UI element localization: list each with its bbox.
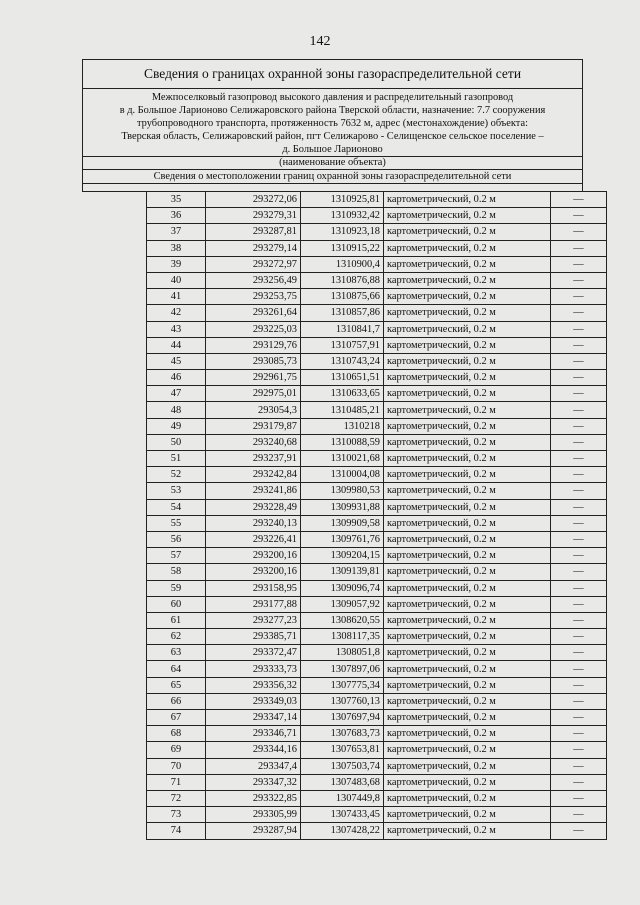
method-cell: картометрический, 0.2 м (384, 386, 551, 402)
table-row (147, 677, 607, 693)
y-coordinate-cell: 1307760,13 (301, 693, 384, 709)
description-cell: — (551, 321, 607, 337)
y-coordinate-cell: 1310932,42 (301, 208, 384, 224)
x-coordinate-cell: 292961,75 (206, 370, 301, 386)
table-row (147, 305, 607, 321)
method-cell: картометрический, 0.2 м (384, 402, 551, 418)
point-number-cell: 56 (147, 531, 206, 547)
table-row (147, 321, 607, 337)
y-coordinate-cell: 1310757,91 (301, 337, 384, 353)
method-cell: картометрический, 0.2 м (384, 823, 551, 839)
description-cell: — (551, 580, 607, 596)
table-row (147, 515, 607, 531)
y-coordinate-cell: 1309204,15 (301, 548, 384, 564)
y-coordinate-cell: 1310876,88 (301, 272, 384, 288)
method-cell: картометрический, 0.2 м (384, 434, 551, 450)
y-coordinate-cell: 1310915,22 (301, 240, 384, 256)
point-number-cell: 66 (147, 693, 206, 709)
y-coordinate-cell: 1308117,35 (301, 629, 384, 645)
method-cell: картометрический, 0.2 м (384, 531, 551, 547)
x-coordinate-cell: 293347,14 (206, 710, 301, 726)
method-cell: картометрический, 0.2 м (384, 790, 551, 806)
table-row (147, 580, 607, 596)
description-cell: — (551, 661, 607, 677)
x-coordinate-cell: 293179,87 (206, 418, 301, 434)
document-title: Сведения о границах охранной зоны газораспределительной сети (83, 60, 582, 89)
point-number-cell: 59 (147, 580, 206, 596)
table-row (147, 499, 607, 515)
x-coordinate-cell: 293200,16 (206, 548, 301, 564)
y-coordinate-cell: 1307897,06 (301, 661, 384, 677)
x-coordinate-cell: 293237,91 (206, 451, 301, 467)
point-number-cell: 63 (147, 645, 206, 661)
description-cell: — (551, 677, 607, 693)
x-coordinate-cell: 293356,32 (206, 677, 301, 693)
description-cell: — (551, 467, 607, 483)
table-row (147, 451, 607, 467)
x-coordinate-cell: 293344,16 (206, 742, 301, 758)
method-cell: картометрический, 0.2 м (384, 192, 551, 208)
point-number-cell: 36 (147, 208, 206, 224)
description-line: Межпоселковый газопровод высокого давления и распределительный газопровод (151, 92, 514, 103)
point-number-cell: 69 (147, 742, 206, 758)
y-coordinate-cell: 1310088,59 (301, 434, 384, 450)
y-coordinate-cell: 1310218 (301, 418, 384, 434)
point-number-cell: 38 (147, 240, 206, 256)
method-cell: картометрический, 0.2 м (384, 661, 551, 677)
description-line: трубопроводного транспорта, протяженность 7632 м, адрес (местонахождение) объекта: (137, 118, 528, 129)
zone-header-block (82, 59, 583, 184)
table-row (147, 742, 607, 758)
table-row (147, 774, 607, 790)
y-coordinate-cell: 1307697,94 (301, 710, 384, 726)
y-coordinate-cell: 1309057,92 (301, 596, 384, 612)
point-number-cell: 62 (147, 629, 206, 645)
y-coordinate-cell: 1310923,18 (301, 224, 384, 240)
method-cell: картометрический, 0.2 м (384, 483, 551, 499)
method-cell: картометрический, 0.2 м (384, 240, 551, 256)
point-number-cell: 57 (147, 548, 206, 564)
method-cell: картометрический, 0.2 м (384, 580, 551, 596)
point-number-cell: 74 (147, 823, 206, 839)
point-number-cell: 65 (147, 677, 206, 693)
table-row (147, 790, 607, 806)
description-cell: — (551, 192, 607, 208)
point-number-cell: 43 (147, 321, 206, 337)
description-cell: — (551, 758, 607, 774)
method-cell: картометрический, 0.2 м (384, 499, 551, 515)
y-coordinate-cell: 1309139,81 (301, 564, 384, 580)
method-cell: картометрический, 0.2 м (384, 645, 551, 661)
y-coordinate-cell: 1309096,74 (301, 580, 384, 596)
method-cell: картометрический, 0.2 м (384, 726, 551, 742)
y-coordinate-cell: 1307483,68 (301, 774, 384, 790)
method-cell: картометрический, 0.2 м (384, 370, 551, 386)
table-row (147, 386, 607, 402)
point-number-cell: 35 (147, 192, 206, 208)
method-cell: картометрический, 0.2 м (384, 596, 551, 612)
point-number-cell: 42 (147, 305, 206, 321)
page-number: 142 (309, 34, 331, 49)
point-number-cell: 52 (147, 467, 206, 483)
method-cell: картометрический, 0.2 м (384, 807, 551, 823)
x-coordinate-cell: 293385,71 (206, 629, 301, 645)
point-number-cell: 67 (147, 710, 206, 726)
point-number-cell: 51 (147, 451, 206, 467)
method-cell: картометрический, 0.2 м (384, 289, 551, 305)
method-cell: картометрический, 0.2 м (384, 305, 551, 321)
table-row (147, 289, 607, 305)
x-coordinate-cell: 293347,4 (206, 758, 301, 774)
y-coordinate-cell: 1307683,73 (301, 726, 384, 742)
y-coordinate-cell: 1310841,7 (301, 321, 384, 337)
point-number-cell: 39 (147, 256, 206, 272)
x-coordinate-cell: 293177,88 (206, 596, 301, 612)
x-coordinate-cell: 293242,84 (206, 467, 301, 483)
coordinates-table (146, 191, 607, 840)
table-row (147, 467, 607, 483)
x-coordinate-cell: 293277,23 (206, 612, 301, 628)
table-row (147, 710, 607, 726)
y-coordinate-cell: 1310633,65 (301, 386, 384, 402)
description-cell: — (551, 629, 607, 645)
y-coordinate-cell: 1310925,81 (301, 192, 384, 208)
point-number-cell: 54 (147, 499, 206, 515)
point-number-cell: 47 (147, 386, 206, 402)
x-coordinate-cell: 293253,75 (206, 289, 301, 305)
description-line: в д. Большое Ларионово Селижаровского района Тверской области, назначение: 7.7 сооружения (119, 105, 546, 116)
description-cell: — (551, 807, 607, 823)
x-coordinate-cell: 293272,97 (206, 256, 301, 272)
point-number-cell: 71 (147, 774, 206, 790)
point-number-cell: 61 (147, 612, 206, 628)
description-cell: — (551, 548, 607, 564)
y-coordinate-cell: 1310743,24 (301, 353, 384, 369)
table-row (147, 240, 607, 256)
x-coordinate-cell: 293333,73 (206, 661, 301, 677)
method-cell: картометрический, 0.2 м (384, 337, 551, 353)
description-cell: — (551, 256, 607, 272)
method-cell: картометрический, 0.2 м (384, 677, 551, 693)
method-cell: картометрический, 0.2 м (384, 272, 551, 288)
table-row (147, 434, 607, 450)
x-coordinate-cell: 293225,03 (206, 321, 301, 337)
x-coordinate-cell: 293085,73 (206, 353, 301, 369)
description-cell: — (551, 418, 607, 434)
method-cell: картометрический, 0.2 м (384, 321, 551, 337)
y-coordinate-cell: 1307775,34 (301, 677, 384, 693)
description-cell: — (551, 305, 607, 321)
y-coordinate-cell: 1308620,55 (301, 612, 384, 628)
x-coordinate-cell: 293256,49 (206, 272, 301, 288)
description-cell: — (551, 208, 607, 224)
point-number-cell: 64 (147, 661, 206, 677)
header-spacer (82, 173, 583, 192)
description-cell: — (551, 499, 607, 515)
description-cell: — (551, 353, 607, 369)
table-row (147, 353, 607, 369)
x-coordinate-cell: 293279,14 (206, 240, 301, 256)
table-row (147, 402, 607, 418)
y-coordinate-cell: 1307653,81 (301, 742, 384, 758)
x-coordinate-cell: 293347,32 (206, 774, 301, 790)
x-coordinate-cell: 293346,71 (206, 726, 301, 742)
x-coordinate-cell: 293054,3 (206, 402, 301, 418)
y-coordinate-cell: 1307503,74 (301, 758, 384, 774)
table-row (147, 823, 607, 839)
object-description (83, 89, 582, 157)
method-cell: картометрический, 0.2 м (384, 742, 551, 758)
description-cell: — (551, 337, 607, 353)
description-cell: — (551, 434, 607, 450)
point-number-cell: 40 (147, 272, 206, 288)
x-coordinate-cell: 293241,86 (206, 483, 301, 499)
point-number-cell: 48 (147, 402, 206, 418)
description-cell: — (551, 402, 607, 418)
point-number-cell: 70 (147, 758, 206, 774)
table-row (147, 645, 607, 661)
method-cell: картометрический, 0.2 м (384, 224, 551, 240)
description-cell: — (551, 726, 607, 742)
table-row (147, 531, 607, 547)
x-coordinate-cell: 293279,31 (206, 208, 301, 224)
table-row (147, 370, 607, 386)
point-number-cell: 60 (147, 596, 206, 612)
point-number-cell: 41 (147, 289, 206, 305)
y-coordinate-cell: 1310651,51 (301, 370, 384, 386)
table-row (147, 661, 607, 677)
point-number-cell: 58 (147, 564, 206, 580)
table-row (147, 224, 607, 240)
description-cell: — (551, 823, 607, 839)
table-row (147, 548, 607, 564)
description-cell: — (551, 790, 607, 806)
description-cell: — (551, 515, 607, 531)
point-number-cell: 68 (147, 726, 206, 742)
table-row (147, 418, 607, 434)
method-cell: картометрический, 0.2 м (384, 758, 551, 774)
y-coordinate-cell: 1309761,76 (301, 531, 384, 547)
description-cell: — (551, 596, 607, 612)
description-cell: — (551, 272, 607, 288)
description-cell: — (551, 483, 607, 499)
table-row (147, 726, 607, 742)
y-coordinate-cell: 1310485,21 (301, 402, 384, 418)
y-coordinate-cell: 1307449,8 (301, 790, 384, 806)
x-coordinate-cell: 293226,41 (206, 531, 301, 547)
table-row (147, 337, 607, 353)
table-row (147, 192, 607, 208)
y-coordinate-cell: 1307428,22 (301, 823, 384, 839)
point-number-cell: 49 (147, 418, 206, 434)
x-coordinate-cell: 292975,01 (206, 386, 301, 402)
x-coordinate-cell: 293305,99 (206, 807, 301, 823)
x-coordinate-cell: 293240,13 (206, 515, 301, 531)
method-cell: картометрический, 0.2 м (384, 548, 551, 564)
method-cell: картометрический, 0.2 м (384, 353, 551, 369)
y-coordinate-cell: 1310021,68 (301, 451, 384, 467)
x-coordinate-cell: 293240,68 (206, 434, 301, 450)
method-cell: картометрический, 0.2 м (384, 564, 551, 580)
point-number-cell: 44 (147, 337, 206, 353)
y-coordinate-cell: 1310875,66 (301, 289, 384, 305)
description-line: Тверская область, Селижаровский район, пгт Селижарово - Селищенское сельское поселение – (121, 131, 544, 142)
x-coordinate-cell: 293287,94 (206, 823, 301, 839)
y-coordinate-cell: 1307433,45 (301, 807, 384, 823)
y-coordinate-cell: 1309909,58 (301, 515, 384, 531)
method-cell: картометрический, 0.2 м (384, 515, 551, 531)
y-coordinate-cell: 1308051,8 (301, 645, 384, 661)
description-cell: — (551, 645, 607, 661)
table-row (147, 629, 607, 645)
method-cell: картометрический, 0.2 м (384, 710, 551, 726)
table-row (147, 758, 607, 774)
x-coordinate-cell: 293272,06 (206, 192, 301, 208)
table-row (147, 612, 607, 628)
method-cell: картометрический, 0.2 м (384, 612, 551, 628)
description-cell: — (551, 240, 607, 256)
x-coordinate-cell: 293261,64 (206, 305, 301, 321)
table-row (147, 693, 607, 709)
table-row (147, 208, 607, 224)
method-cell: картометрический, 0.2 м (384, 629, 551, 645)
point-number-cell: 45 (147, 353, 206, 369)
table-row (147, 483, 607, 499)
y-coordinate-cell: 1310900,4 (301, 256, 384, 272)
description-cell: — (551, 742, 607, 758)
description-cell: — (551, 531, 607, 547)
table-row (147, 256, 607, 272)
y-coordinate-cell: 1309931,88 (301, 499, 384, 515)
point-number-cell: 46 (147, 370, 206, 386)
description-cell: — (551, 289, 607, 305)
method-cell: картометрический, 0.2 м (384, 256, 551, 272)
description-cell: — (551, 370, 607, 386)
y-coordinate-cell: 1310857,86 (301, 305, 384, 321)
x-coordinate-cell: 293322,85 (206, 790, 301, 806)
y-coordinate-cell: 1309980,53 (301, 483, 384, 499)
method-cell: картометрический, 0.2 м (384, 208, 551, 224)
method-cell: картометрический, 0.2 м (384, 774, 551, 790)
location-caption: Сведения о местоположении границ охранной зоны газораспределительной сети (83, 170, 582, 184)
description-line: д. Большое Ларионово (282, 144, 383, 155)
method-cell: картометрический, 0.2 м (384, 467, 551, 483)
table-row (147, 272, 607, 288)
x-coordinate-cell: 293129,76 (206, 337, 301, 353)
table-row (147, 807, 607, 823)
table-row (147, 596, 607, 612)
description-cell: — (551, 451, 607, 467)
point-number-cell: 50 (147, 434, 206, 450)
object-name-caption: (наименование объекта) (83, 157, 582, 170)
x-coordinate-cell: 293228,49 (206, 499, 301, 515)
method-cell: картометрический, 0.2 м (384, 693, 551, 709)
point-number-cell: 73 (147, 807, 206, 823)
x-coordinate-cell: 293287,81 (206, 224, 301, 240)
description-cell: — (551, 693, 607, 709)
description-cell: — (551, 710, 607, 726)
point-number-cell: 72 (147, 790, 206, 806)
table-row (147, 564, 607, 580)
x-coordinate-cell: 293200,16 (206, 564, 301, 580)
x-coordinate-cell: 293349,03 (206, 693, 301, 709)
method-cell: картометрический, 0.2 м (384, 451, 551, 467)
x-coordinate-cell: 293372,47 (206, 645, 301, 661)
point-number-cell: 55 (147, 515, 206, 531)
point-number-cell: 37 (147, 224, 206, 240)
x-coordinate-cell: 293158,95 (206, 580, 301, 596)
coordinates-table-body (147, 192, 607, 840)
y-coordinate-cell: 1310004,08 (301, 467, 384, 483)
method-cell: картометрический, 0.2 м (384, 418, 551, 434)
description-cell: — (551, 386, 607, 402)
description-cell: — (551, 224, 607, 240)
point-number-cell: 53 (147, 483, 206, 499)
description-cell: — (551, 612, 607, 628)
description-cell: — (551, 774, 607, 790)
description-cell: — (551, 564, 607, 580)
